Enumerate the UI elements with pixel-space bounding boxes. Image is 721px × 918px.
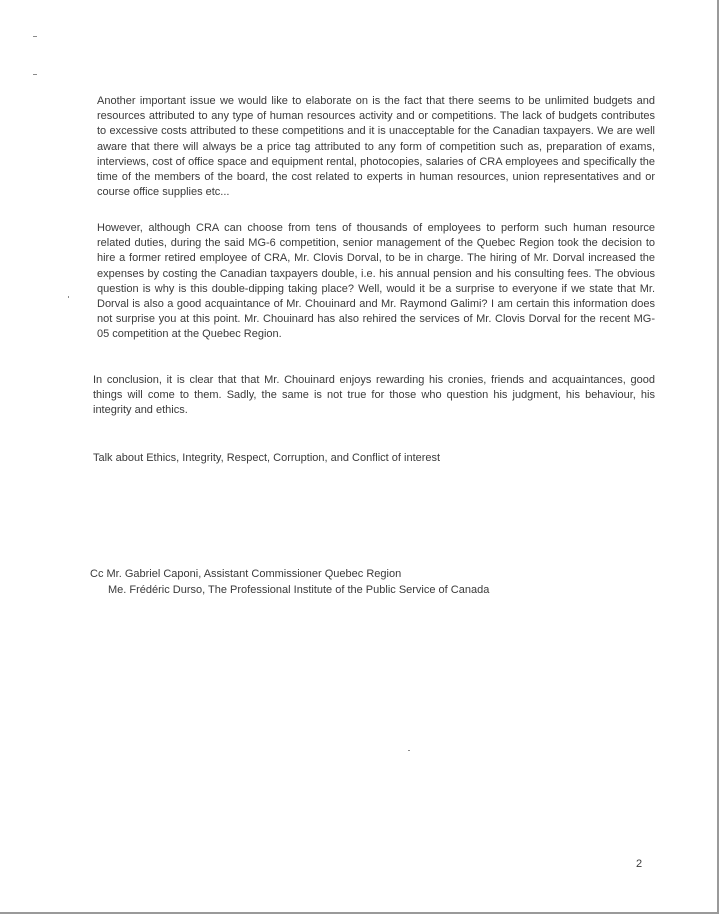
scan-speck: [408, 750, 410, 751]
cc-line-2: Me. Frédéric Durso, The Professional Institute of the Public Service of Canada: [108, 584, 490, 596]
body-paragraph-conclusion: In conclusion, it is clear that that Mr. Chouinard enjoys rewarding his cronies, friends and acquaintances, good things will come to them. Sadly, the same is not true for those who question his judgment, his behaviour, his integrity and ethics.: [93, 374, 655, 417]
scan-speck: [68, 296, 69, 298]
body-paragraph-hiring: However, although CRA can choose from tens of thousands of employees to perform such human resource related duties, during the said MG-6 competition, senior management of the Quebec Region took the decision to hire a former retired employee of CRA, Mr. Clovis Dorval, to be in charge. The hiring of Mr. Dorval increased the expenses by costing the Canadian taxpayers double, i.e. his annual pension and his consulting fees. The obvious question is why is this double-dipping taking place? Well, would it be a surprise to everyone if we state that Mr. Dorval is also a good acquaintance of Mr. Chouinard and Mr. Raymond Galimi? I am certain this information does not surprise you at this point. Mr. Chouinard has also rehired the services of Mr. Clovis Dorval for the recent MG-05 competition at the Quebec Region.: [97, 222, 655, 341]
scan-speck: [33, 74, 37, 75]
scan-speck: [33, 36, 37, 37]
page-number: 2: [636, 858, 643, 870]
body-paragraph-budgets: Another important issue we would like to elaborate on is the fact that there seems to be unlimited budgets and resources attributed to any type of human resources activity and or competitions. The lack of budgets contributes to excessive costs attributed to these competitions and it is unacceptable for the Canadian taxpayers. We are well aware that there will always be a price tag attributed to any form of competition such as, preparation of exams, interviews, cost of office space and equipment rental, photocopies, salaries of CRA employees and specifically the time of the members of the board, the cost related to experts in human resources, union representatives and or course office supplies etc...: [97, 95, 655, 199]
cc-line-1: Cc Mr. Gabriel Caponi, Assistant Commissioner Quebec Region: [90, 568, 402, 580]
closing-line: Talk about Ethics, Integrity, Respect, Corruption, and Conflict of interest: [93, 452, 441, 464]
cc-block: [90, 566, 489, 598]
